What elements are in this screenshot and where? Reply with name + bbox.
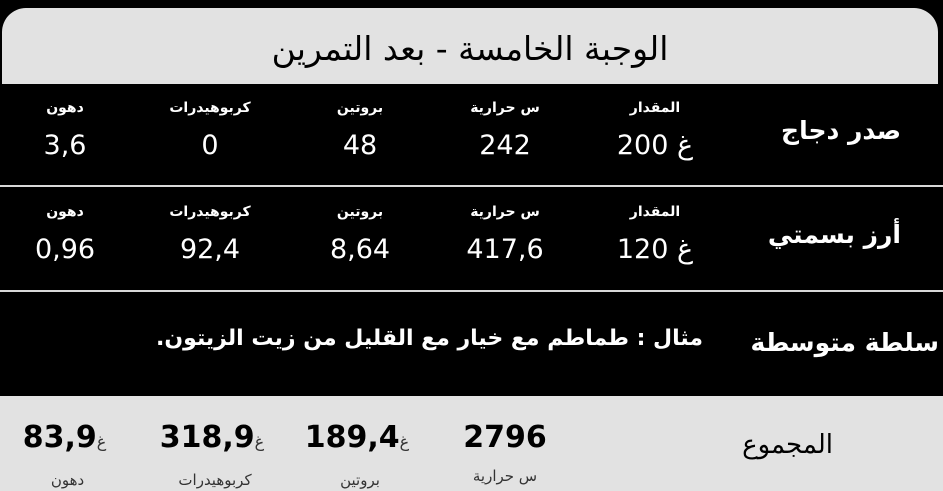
unit-label: غ — [399, 432, 410, 451]
amount-cell — [600, 203, 710, 267]
protein-value: 8,64 — [329, 234, 391, 265]
total-protein — [295, 420, 425, 490]
total-protein-value: 189,4 — [304, 420, 400, 455]
food-row-salad — [0, 292, 943, 394]
carbs-label: كربوهيدرات — [169, 204, 251, 220]
protein-label: بروتين — [336, 100, 384, 116]
carbs-value: 0 — [201, 130, 219, 161]
fat-value: 3,6 — [43, 130, 87, 161]
fat-cell — [15, 99, 115, 163]
totals-panel — [0, 396, 943, 491]
protein-cell — [305, 203, 415, 267]
total-fat — [10, 420, 125, 490]
food-name: صدر دجاج — [781, 116, 901, 145]
carbs-cell — [150, 99, 270, 163]
unit-label: غ — [254, 432, 265, 451]
totals-label: المجموع — [742, 430, 833, 460]
total-calories — [445, 420, 565, 486]
total-carbs-value: 318,9 — [159, 420, 255, 455]
calories-label: س حرارية — [470, 100, 540, 116]
carbs-label: كربوهيدرات — [169, 100, 251, 116]
total-protein-label: بروتين — [340, 471, 380, 489]
protein-label: بروتين — [336, 204, 384, 220]
fat-value: 0,96 — [34, 234, 96, 265]
total-carbs — [150, 420, 280, 490]
calories-value: 417,6 — [466, 234, 544, 265]
amount-label: المقدار — [629, 204, 681, 220]
total-fat-label: دهون — [50, 471, 85, 489]
carbs-value: 92,4 — [179, 234, 241, 265]
amount-value: 120 غ — [616, 234, 694, 265]
amount-cell — [600, 99, 710, 163]
food-name: سلطة متوسطة — [750, 328, 939, 357]
total-calories-value: 2796 — [463, 420, 547, 455]
total-calories-label: س حرارية — [472, 467, 538, 485]
protein-cell — [305, 99, 415, 163]
unit-label: غ — [96, 432, 107, 451]
calories-value: 242 — [479, 130, 531, 161]
total-fat-value: 83,9 — [22, 420, 97, 455]
food-row-chicken — [0, 84, 943, 185]
calories-cell — [450, 203, 560, 267]
fat-cell — [15, 203, 115, 267]
food-row-rice — [0, 187, 943, 290]
total-carbs-label: كربوهيدرات — [178, 471, 252, 489]
amount-value: 200 غ — [616, 130, 694, 161]
fat-label: دهون — [46, 100, 84, 116]
food-name: أرز بسمتي — [767, 220, 901, 249]
meal-title: الوجبة الخامسة - بعد التمرين — [2, 8, 938, 84]
amount-label: المقدار — [629, 100, 681, 116]
carbs-cell — [150, 203, 270, 267]
fat-label: دهون — [46, 204, 84, 220]
salad-note: مثال : طماطم مع خيار مع القليل من زيت الزيتون. — [156, 326, 703, 351]
calories-label: س حرارية — [470, 204, 540, 220]
protein-value: 48 — [342, 130, 378, 161]
calories-cell — [450, 99, 560, 163]
